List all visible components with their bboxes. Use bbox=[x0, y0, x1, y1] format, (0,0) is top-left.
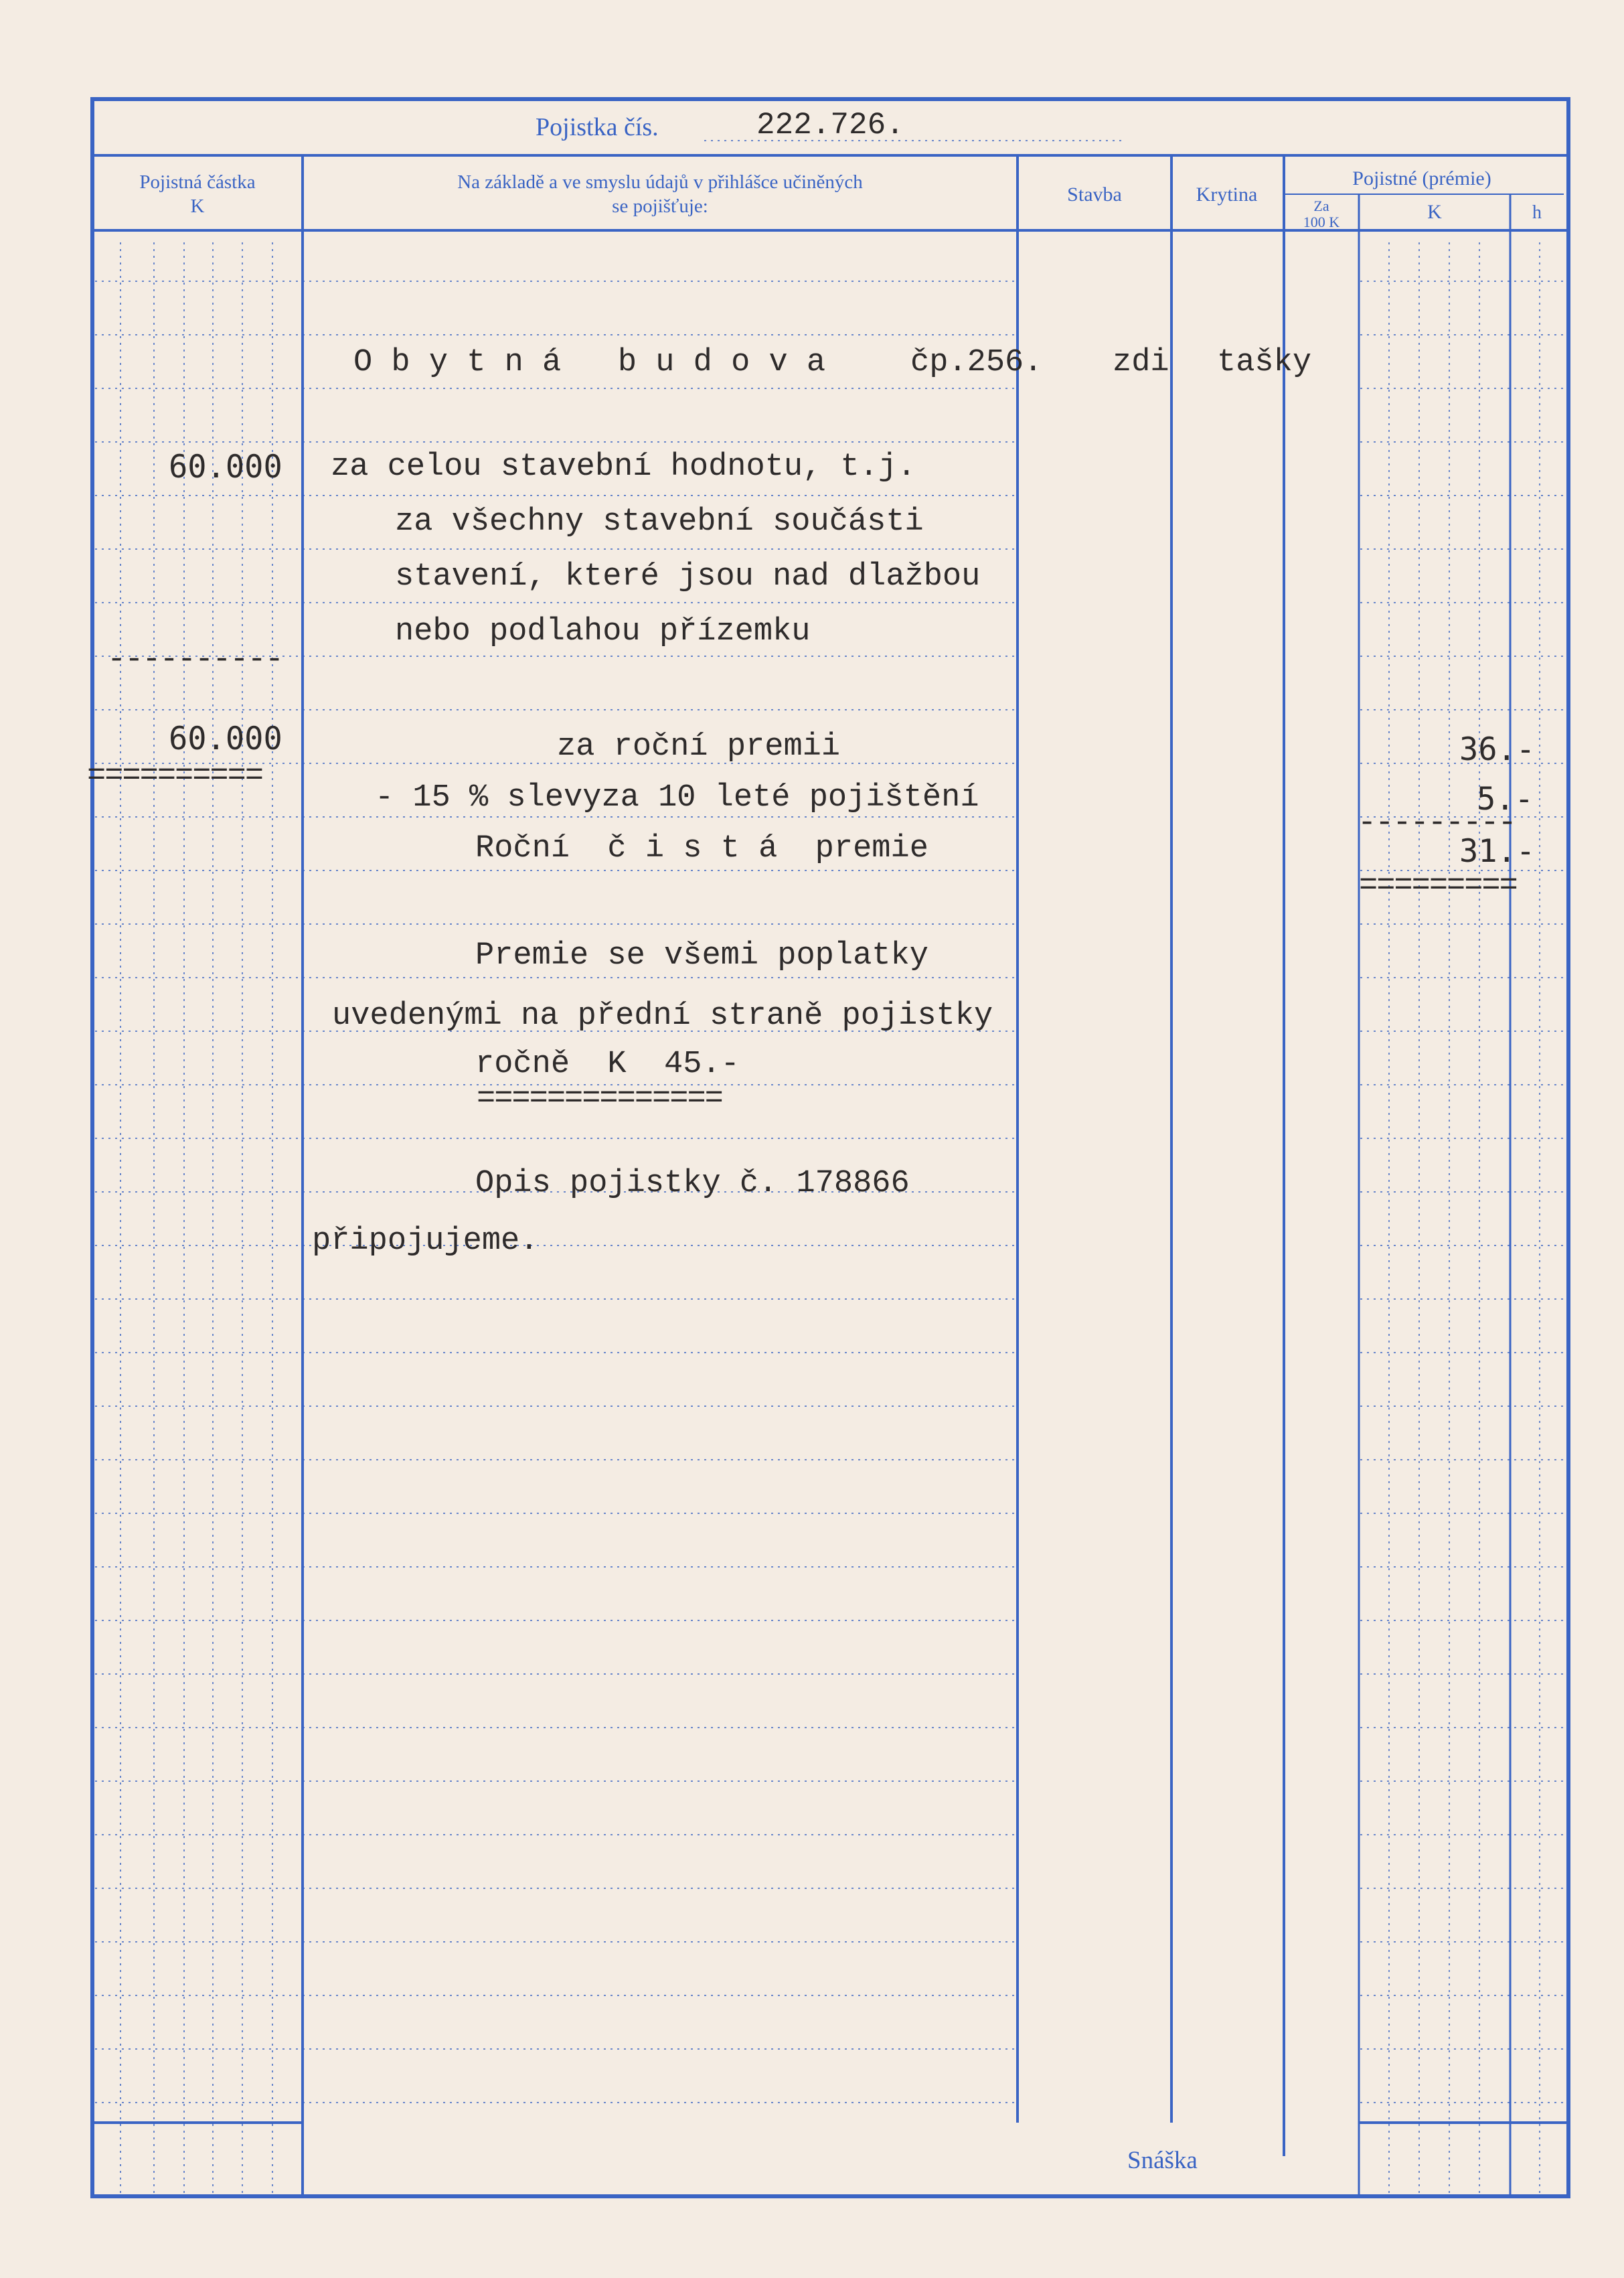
annual-premium-label: za roční premii bbox=[557, 729, 841, 765]
policy-label: Pojistka čís. bbox=[536, 113, 659, 141]
col-header-description-line2: se pojišťuje: bbox=[612, 196, 708, 217]
premium-rule-double: ========= bbox=[1359, 868, 1517, 904]
discount-line: - 15 % slevyza 10 leté pojištění bbox=[375, 780, 979, 816]
net-premium-value: 31.- bbox=[1459, 833, 1536, 870]
fees-line-3: ročně K 45.- bbox=[475, 1047, 740, 1082]
walls-material: zdi bbox=[1113, 345, 1169, 380]
col-header-per-100-line1: Za bbox=[1313, 198, 1329, 214]
building-title: O b y t n á b u d o v a bbox=[353, 345, 826, 380]
col-header-premium-k: K bbox=[1427, 201, 1442, 223]
outer-frame bbox=[92, 99, 1568, 2196]
col-header-per-100-line2: 100 K bbox=[1303, 214, 1340, 230]
policy-number: 222.726. bbox=[756, 108, 904, 143]
desc-line-1: za celou stavební hodnotu, t.j. bbox=[331, 449, 916, 485]
col-header-per-100 bbox=[1284, 198, 1359, 230]
copy-line-2: připojujeme. bbox=[312, 1223, 539, 1259]
col-header-roofing: Krytina bbox=[1196, 183, 1258, 206]
col-header-description bbox=[303, 170, 1018, 218]
sum-amount-2: 60.000 bbox=[169, 720, 282, 757]
col-header-premium: Pojistné (prémie) bbox=[1352, 167, 1491, 189]
col-header-building: Stavba bbox=[1067, 183, 1122, 206]
col-header-premium-h: h bbox=[1532, 202, 1542, 223]
annual-premium-value: 36.- bbox=[1459, 731, 1536, 768]
building-number: čp.256. bbox=[910, 345, 1043, 380]
fees-rule-double: ============== bbox=[477, 1081, 722, 1117]
roof-material: tašky bbox=[1217, 345, 1312, 380]
col-header-sum-insured-label: Pojistná částka bbox=[139, 171, 256, 193]
desc-line-3: stavení, které jsou nad dlažbou bbox=[395, 559, 981, 595]
desc-line-2: za všechny stavební součásti bbox=[395, 504, 924, 540]
total-label: Snáška bbox=[1127, 2147, 1198, 2174]
col-header-description-line1: Na základě a ve smyslu údajů v přihlášce učiněných bbox=[457, 171, 863, 193]
fees-line-2: uvedenými na přední straně pojistky bbox=[332, 998, 993, 1034]
discount-value: 5.- bbox=[1477, 781, 1534, 818]
sum-amount-1: 60.000 bbox=[169, 449, 282, 485]
net-premium-label: Roční č i s t á premie bbox=[475, 831, 928, 866]
sum-rule-single: ---------- bbox=[107, 642, 283, 678]
copy-line-1: Opis pojistky č. 178866 bbox=[475, 1166, 910, 1201]
fees-line-1: Premie se všemi poplatky bbox=[475, 938, 928, 974]
desc-line-4: nebo podlahou přízemku bbox=[395, 614, 811, 650]
sum-rule-double: ========== bbox=[87, 759, 263, 794]
col-header-sum-insured bbox=[94, 170, 301, 218]
premium-rule-single: --------- bbox=[1358, 806, 1516, 841]
col-header-sum-insured-unit: K bbox=[190, 196, 205, 217]
